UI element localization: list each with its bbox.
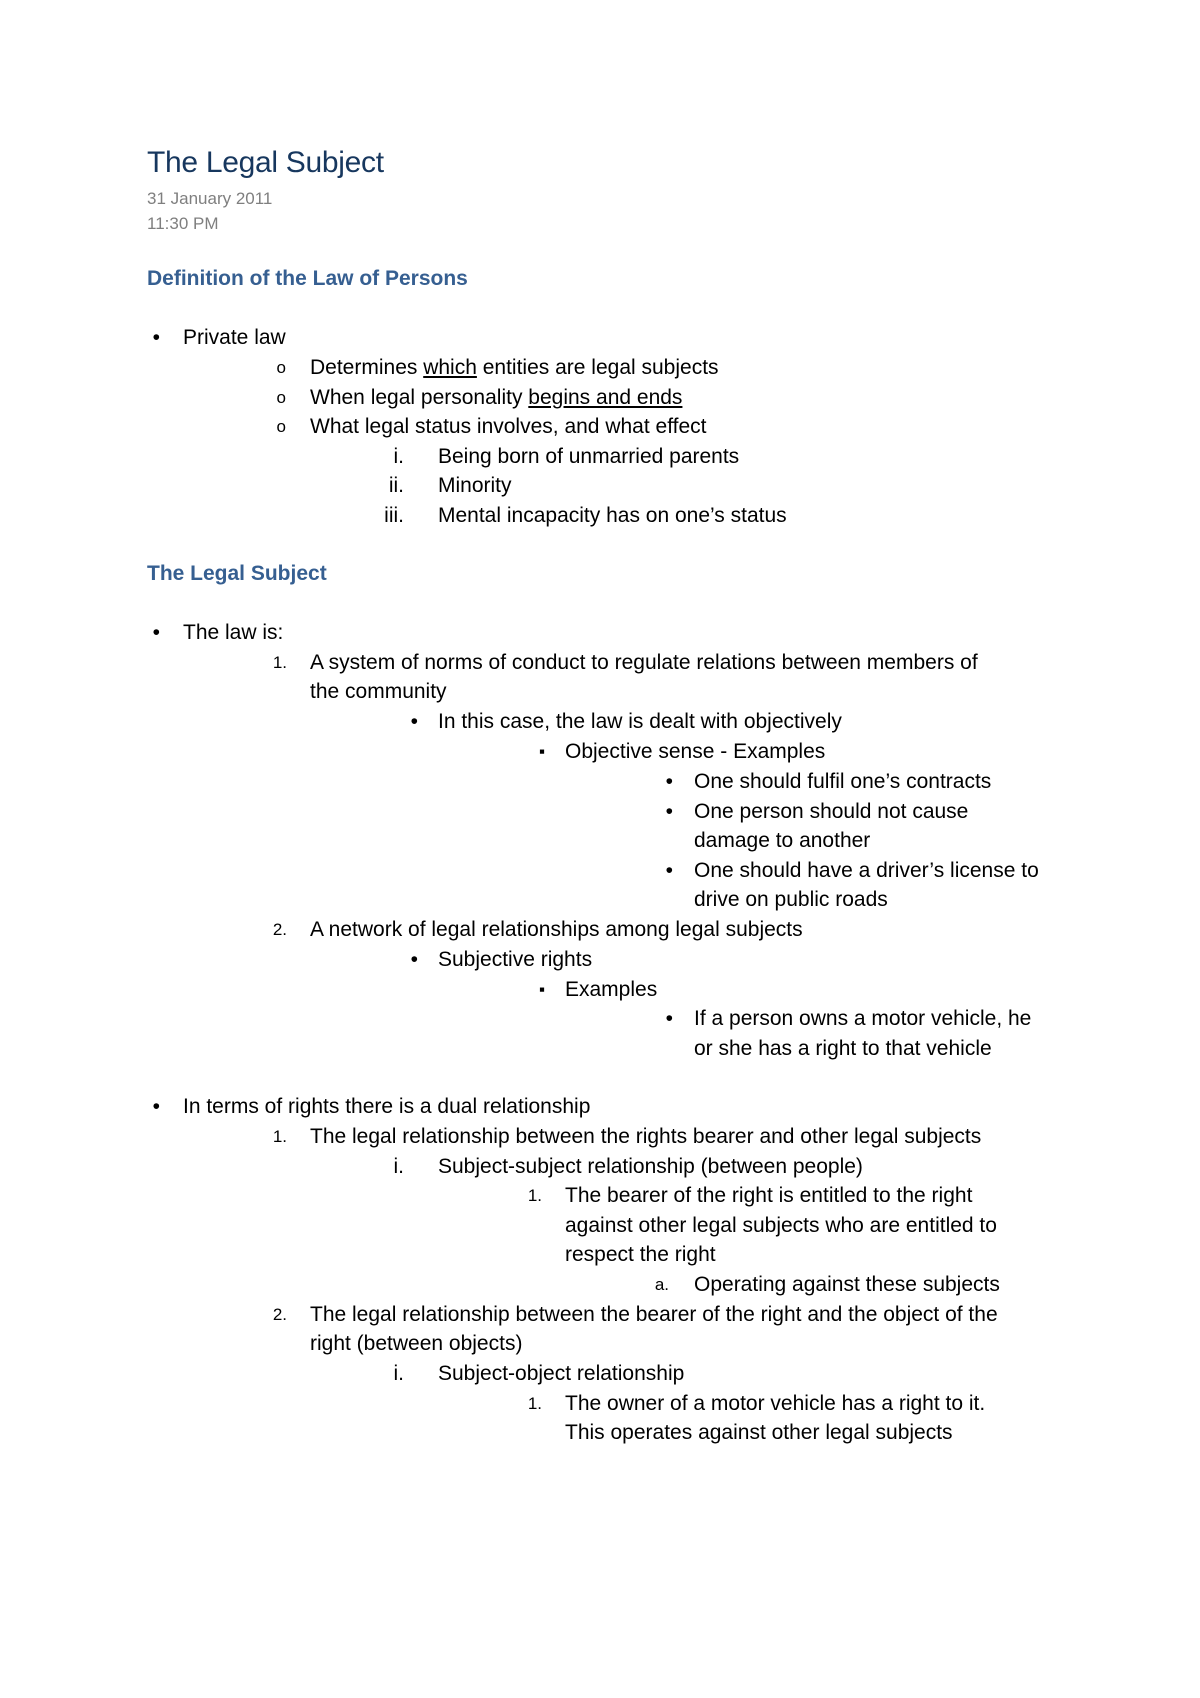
number-marker: 1. [272, 1127, 287, 1146]
circle-bullet-marker: o [276, 388, 286, 407]
list-item-damage-line1: One person should not cause [694, 800, 969, 823]
list-item-private-law: Private law [183, 326, 286, 349]
roman-numeral-marker: i. [393, 1362, 404, 1385]
bullet-marker: • [410, 710, 418, 733]
list-item-owner-line2: This operates against other legal subjects [565, 1421, 953, 1444]
bullet-marker: • [665, 770, 673, 793]
list-item-bearer-line3: respect the right [565, 1243, 716, 1266]
section-heading-law-of-persons: Definition of the Law of Persons [147, 267, 468, 290]
bullet-marker: • [665, 1007, 673, 1030]
list-item-license-line2: drive on public roads [694, 888, 888, 911]
number-marker: 1. [272, 653, 287, 672]
bullet-marker: • [152, 326, 160, 349]
bullet-marker: • [152, 1095, 160, 1118]
list-item-determines: Determines which entities are legal subjects [310, 356, 719, 379]
list-item-contracts: One should fulfil one’s contracts [694, 770, 992, 793]
list-item-minority: Minority [438, 474, 512, 497]
number-marker: 1. [527, 1394, 542, 1413]
number-marker: 2. [272, 920, 287, 939]
list-item-bearer-object-line2: right (between objects) [310, 1332, 523, 1355]
list-item-bearer-line2: against other legal subjects who are entitled to [565, 1214, 997, 1237]
bullet-marker: • [410, 948, 418, 971]
bullet-marker: • [152, 621, 160, 644]
roman-numeral-marker: i. [393, 1155, 404, 1178]
list-item-subjective-rights: Subjective rights [438, 948, 593, 971]
list-item-mental-incapacity: Mental incapacity has on one’s status [438, 504, 787, 527]
number-marker: 2. [272, 1305, 287, 1324]
list-item-system-line2: the community [310, 680, 447, 703]
circle-bullet-marker: o [276, 417, 286, 436]
list-item-subject-object: Subject-object relationship [438, 1362, 685, 1385]
list-item-network: A network of legal relationships among legal subjects [310, 918, 803, 941]
bullet-marker: • [665, 859, 673, 882]
list-item-motor-vehicle-line2: or she has a right to that vehicle [694, 1037, 992, 1060]
square-bullet-marker: ▪ [538, 742, 545, 761]
list-item-bearer-line1: The bearer of the right is entitled to the right [565, 1184, 973, 1207]
list-item-license-line1: One should have a driver’s license to [694, 859, 1039, 882]
note-time: 11:30 PM [147, 214, 219, 233]
note-date: 31 January 2011 [147, 189, 273, 208]
list-item-law-is: The law is: [183, 621, 284, 644]
list-item-operating: Operating against these subjects [694, 1273, 1000, 1296]
list-item-when: When legal personality begins and ends [310, 386, 683, 409]
list-item-motor-vehicle-line1: If a person owns a motor vehicle, he [694, 1007, 1032, 1030]
list-item-examples: Examples [565, 978, 658, 1001]
bullet-marker: • [665, 800, 673, 823]
list-item-system-line1: A system of norms of conduct to regulate relations between members of [310, 651, 978, 674]
roman-numeral-marker: i. [393, 445, 404, 468]
square-bullet-marker: ▪ [538, 980, 545, 999]
list-item-dual-relationship: In terms of rights there is a dual relationship [183, 1095, 591, 1118]
list-item-damage-line2: damage to another [694, 829, 871, 852]
list-item-owner-line1: The owner of a motor vehicle has a right to it. [565, 1392, 986, 1415]
list-item-objectively: In this case, the law is dealt with objectively [438, 710, 842, 733]
page-title: The Legal Subject [147, 146, 384, 179]
list-item-subject-subject: Subject-subject relationship (between people) [438, 1155, 863, 1178]
letter-marker: a. [654, 1275, 669, 1294]
roman-numeral-marker: ii. [388, 474, 404, 497]
list-item-objective-sense: Objective sense - Examples [565, 740, 826, 763]
list-item-unmarried: Being born of unmarried parents [438, 445, 740, 468]
roman-numeral-marker: iii. [384, 504, 404, 527]
list-item-rights-bearer: The legal relationship between the rights bearer and other legal subjects [310, 1125, 982, 1148]
circle-bullet-marker: o [276, 358, 286, 377]
number-marker: 1. [527, 1186, 542, 1205]
list-item-bearer-object-line1: The legal relationship between the bearer of the right and the object of the [310, 1303, 998, 1326]
list-item-what: What legal status involves, and what effect [310, 415, 707, 438]
section-heading-legal-subject: The Legal Subject [147, 562, 327, 585]
